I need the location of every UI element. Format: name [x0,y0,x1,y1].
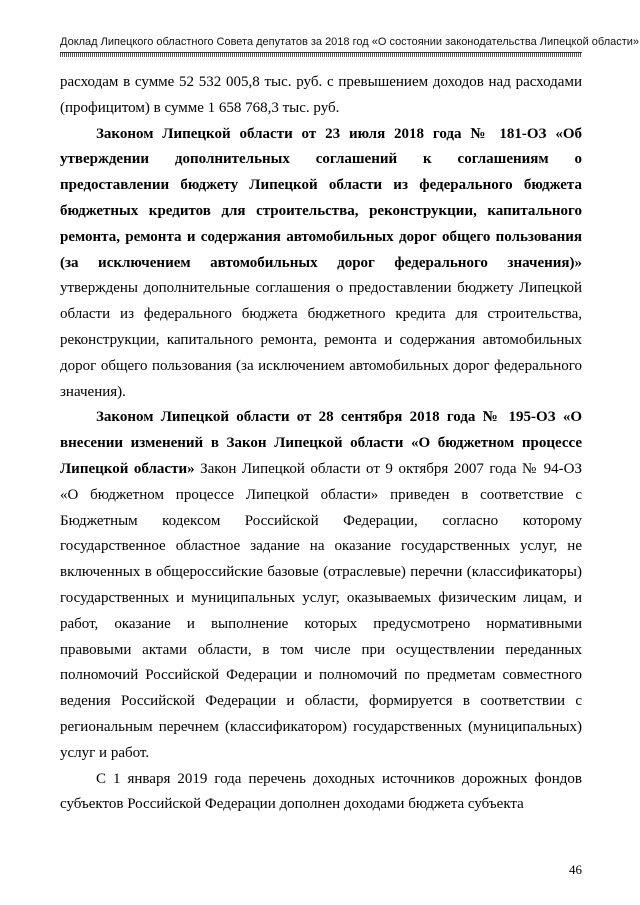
running-header: Доклад Липецкого областного Совета депутатов за 2018 год «О состоянии законодательства Липецкой области» [60,36,640,48]
body-text [60,70,582,818]
paragraph-text: Закон Липецкой области от 9 октября 2007 года № 94-ОЗ «О бюджетном процессе Липецкой области» приведен в соответствие с Бюджетным кодексом Российской Федерации, согласно которому государственное областное задание на оказание государственных услуг, не включенных в общероссийские базовые (отраслевые) перечни (классификаторы) государственных и муниципальных услуг, оказываемых физическим лицам, и работ, оказание и выполнение которых предусмотрено нормативными правовыми актами области, в том числе при осуществлении переданных полномочий Российской Федерации и полномочий по предметам совместного ведения Российской Федерации и области, формируется в соответствии с региональным перечнем (классификатором) государственных (муниципальных) услуг и работ. [60,460,583,761]
law-title: Законом Липецкой области от 23 июля 2018 года № 181-ОЗ «Об утверждении дополнительных соглашений к соглашениям о предоставлении бюджету Липецкой области из федерального бюджета бюджетных кредитов для строительства, реконструкции, капитального ремонта, ремонта и содержания автомобильных дорог общего пользования (за исключением автомобильных дорог федерального значения)» [60,125,582,271]
law-title: Законом Липецкой области от 28 сентября 2018 года № 195-ОЗ «О внесении изменений в Закон Липецкой области «О бюджетном процессе Липецкой области» [60,409,582,477]
paragraph-law-181 [60,122,582,406]
header-rule [60,52,582,57]
page-number: 46 [569,862,582,877]
paragraph-continuation [60,70,582,122]
paragraph-text: утверждены дополнительные соглашения о предоставлении бюджету Липецкой области из федерального бюджета бюджетного кредита для строительства, реконструкции, капитального ремонта, ремонта и содержания автомобильных дорог общего пользования (за исключением автомобильных дорог федерального значения). [60,280,582,400]
paragraph-text: С 1 января 2019 года перечень доходных источников дорожных фондов субъектов Российской Федерации дополнен доходами бюджета субъекта [60,770,582,813]
paragraph-text: расходам в сумме 52 532 005,8 тыс. руб. с превышением доходов над расходами (профицитом) в сумме 1 658 768,3 тыс. руб. [60,74,582,116]
paragraph-road-funds [60,767,582,819]
paragraph-law-195 [60,405,582,766]
